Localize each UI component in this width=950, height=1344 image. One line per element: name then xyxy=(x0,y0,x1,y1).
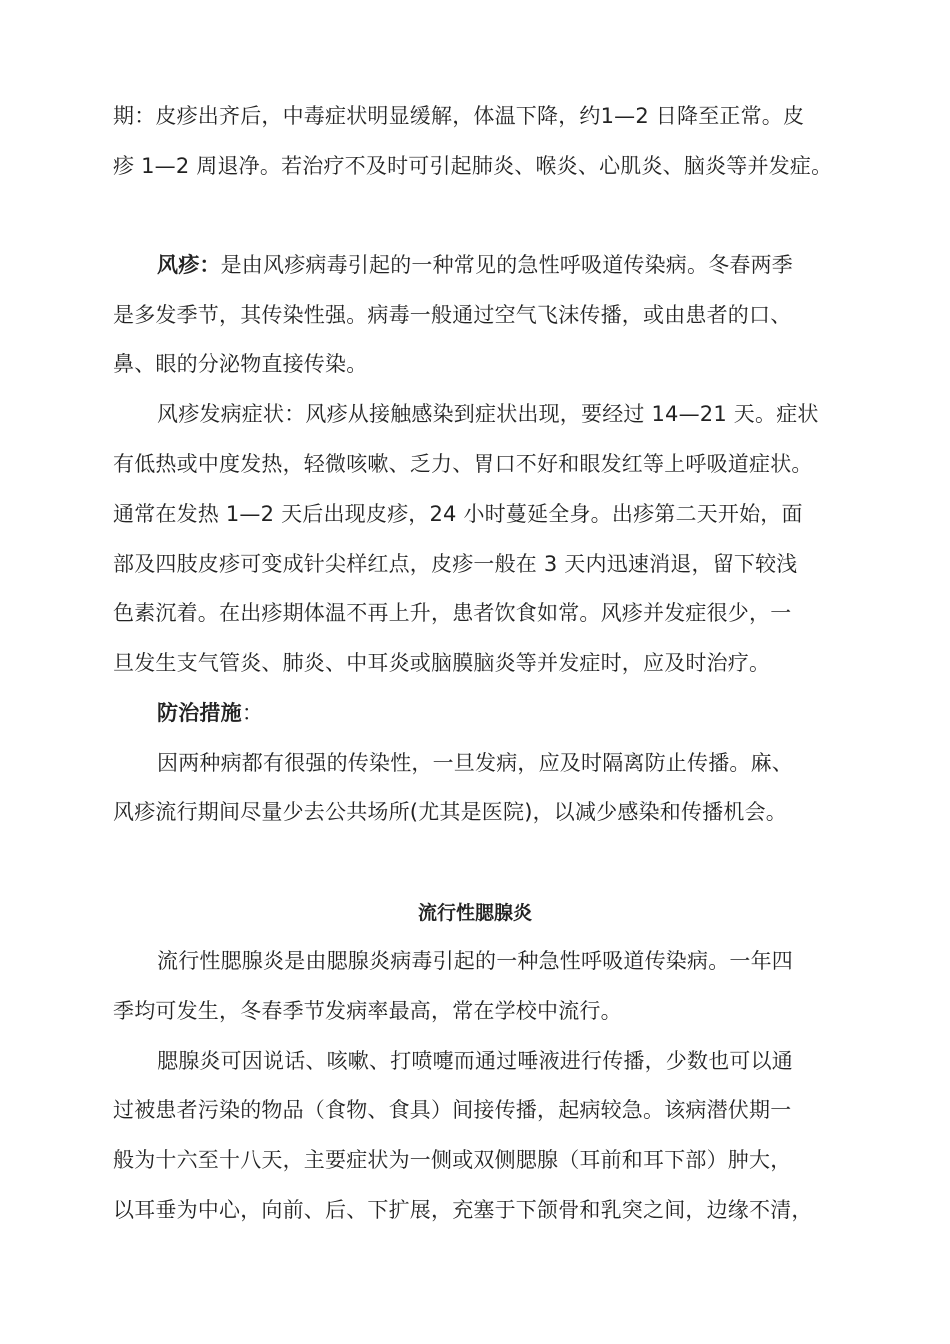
paragraph-line: 风疹发病症状：风疹从接触感染到症状出现，要经过 14—21 天。症状 xyxy=(157,402,819,426)
paragraph-line: 通常在发热 1—2 天后出现皮疹，24 小时蔓延全身。出疹第二天开始，面 xyxy=(113,502,803,526)
paragraph-line: 有低热或中度发热，轻微咳嗽、乏力、胃口不好和眼发红等上呼吸道症状。 xyxy=(113,452,813,476)
paragraph-line: 风疹流行期间尽量少去公共场所(尤其是医院)，以减少感染和传播机会。 xyxy=(113,800,787,824)
paragraph-line: 流行性腮腺炎是由腮腺炎病毒引起的一种急性呼吸道传染病。一年四 xyxy=(157,949,793,973)
paragraph-line: 以耳垂为中心，向前、后、下扩展，充塞于下颌骨和乳突之间，边缘不清， xyxy=(113,1198,813,1222)
paragraph-line: 色素沉着。在出疹期体温不再上升，患者饮食如常。风疹并发症很少，一 xyxy=(113,601,792,625)
fengzhen-definition-line xyxy=(157,250,887,280)
fengzhen-term: 风疹： xyxy=(157,253,221,277)
prevention-colon: ： xyxy=(241,701,264,725)
paragraph-line: 期：皮疹出齐后，中毒症状明显缓解，体温下降，约1—2 日降至正常。皮 xyxy=(113,104,805,128)
paragraph-line: 部及四肢皮疹可变成针尖样红点，皮疹一般在 3 天内迅速消退，留下较浅 xyxy=(113,552,798,576)
paragraph-line: 般为十六至十八天，主要症状为一侧或双侧腮腺（耳前和耳下部）肿大， xyxy=(113,1148,792,1172)
paragraph-line: 季均可发生，冬春季节发病率最高，常在学校中流行。 xyxy=(113,999,622,1023)
paragraph-line: 是多发季节，其传染性强。病毒一般通过空气飞沫传播，或由患者的口、 xyxy=(113,303,792,327)
paragraph-line: 鼻、眼的分泌物直接传染。 xyxy=(113,352,368,376)
paragraph-line: 腮腺炎可因说话、咳嗽、打喷嚏而通过唾液进行传播，少数也可以通 xyxy=(157,1049,793,1073)
paragraph-line: 因两种病都有很强的传染性，一旦发病，应及时隔离防止传播。麻、 xyxy=(157,751,793,775)
fengzhen-text: 是由风疹病毒引起的一种常见的急性呼吸道传染病。冬春两季 xyxy=(220,253,794,277)
prevention-term: 防治措施 xyxy=(157,701,242,725)
paragraph-line: 疹 1—2 周退净。若治疗不及时可引起肺炎、喉炎、心肌炎、脑炎等并发症。 xyxy=(113,154,833,178)
prevention-heading-line xyxy=(157,698,887,728)
paragraph-line: 旦发生支气管炎、肺炎、中耳炎或脑膜脑炎等并发症时，应及时治疗。 xyxy=(113,651,771,675)
paragraph-line: 过被患者污染的物品（食物、食具）间接传播，起病较急。该病潜伏期一 xyxy=(113,1098,792,1122)
mumps-section-heading: 流行性腮腺炎 xyxy=(417,902,532,924)
